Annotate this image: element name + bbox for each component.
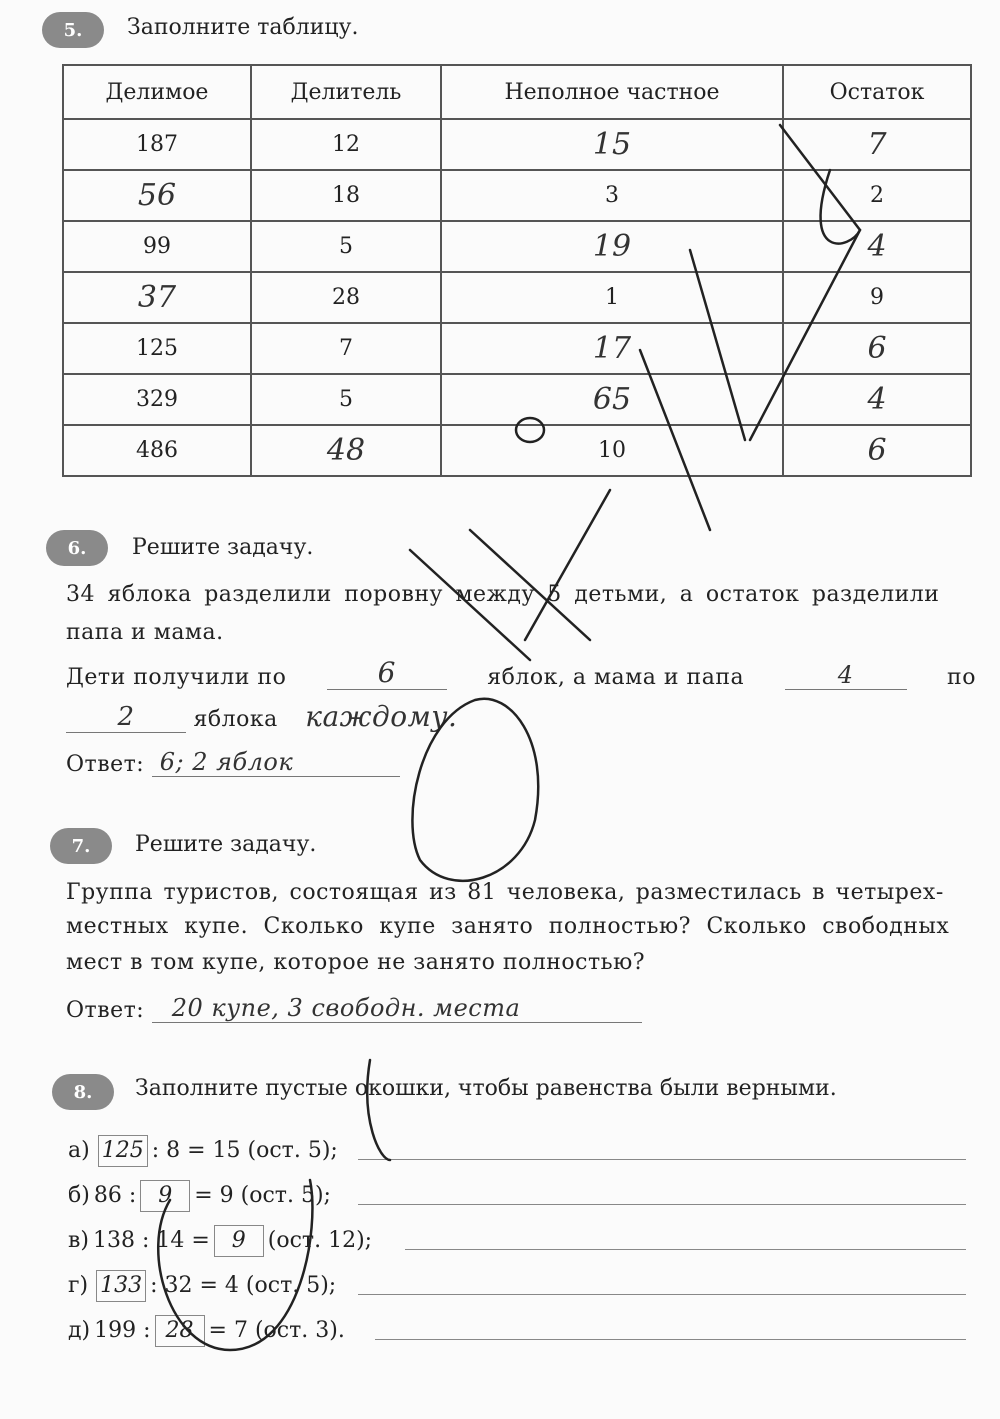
equation-row: [68, 1270, 340, 1302]
task-6-text-line2: папа и мама.: [66, 620, 224, 645]
cell-quotient[interactable]: 19: [441, 221, 783, 272]
cell-dividend: 486: [63, 425, 251, 476]
cell-divisor: 7: [251, 323, 441, 374]
equation-label: а): [68, 1138, 90, 1163]
cell-divisor: 5: [251, 374, 441, 425]
task-7-answer[interactable]: 20 купе, 3 свободн. места: [152, 994, 642, 1023]
table-row: [63, 272, 971, 323]
task-7-text-line1: Группа туристов, состоящая из 81 человека, разместилась в четырех-: [66, 880, 944, 905]
writing-line[interactable]: [358, 1159, 966, 1160]
cell-dividend: 125: [63, 323, 251, 374]
task-5-badge: 5.: [42, 12, 104, 48]
task-5-title: Заполните таблицу.: [127, 15, 359, 40]
header-quotient: Неполное частное: [441, 65, 783, 119]
division-table: [62, 64, 972, 477]
cell-divisor: 5: [251, 221, 441, 272]
cell-divisor: 28: [251, 272, 441, 323]
equation-after: (ост. 12);: [267, 1228, 373, 1253]
writing-line[interactable]: [375, 1339, 966, 1340]
writing-line[interactable]: [358, 1294, 966, 1295]
cell-quotient[interactable]: 65: [441, 374, 783, 425]
cell-quotient: 3: [441, 170, 783, 221]
cell-quotient: 1: [441, 272, 783, 323]
cell-quotient[interactable]: 15: [441, 119, 783, 170]
task-7-answer-row: [66, 994, 642, 1023]
table-row: [63, 119, 971, 170]
equation-row: [68, 1315, 349, 1347]
equation-label: б): [68, 1183, 90, 1208]
answer-box[interactable]: 28: [155, 1315, 205, 1347]
table-row: [63, 323, 971, 374]
cell-dividend[interactable]: 56: [63, 170, 251, 221]
answer-box[interactable]: 125: [98, 1135, 148, 1167]
task-7-text-line2: местных купе. Сколько купе занято полностью? Сколько свободных: [66, 914, 950, 939]
cell-divisor[interactable]: 48: [251, 425, 441, 476]
fill-extra-handwritten: каждому.: [305, 700, 458, 733]
fill-answer-2[interactable]: 4: [785, 661, 907, 690]
task-8-badge: 8.: [52, 1074, 114, 1110]
cell-remainder: 2: [783, 170, 971, 221]
answer-label: Ответ:: [66, 998, 145, 1023]
equation-row: [68, 1225, 376, 1257]
task-8-title: Заполните пустые окошки, чтобы равенства были верными.: [135, 1076, 837, 1101]
equation-before: 199 :: [94, 1318, 151, 1343]
cell-remainder[interactable]: 4: [783, 374, 971, 425]
equation-after: = 7 (ост. 3).: [208, 1318, 345, 1343]
equation-row: [68, 1180, 335, 1212]
cell-remainder[interactable]: 4: [783, 221, 971, 272]
fill-answer-3[interactable]: 2: [66, 702, 186, 733]
cell-dividend[interactable]: 37: [63, 272, 251, 323]
table-row: [63, 425, 971, 476]
table-row: [63, 170, 971, 221]
table-row: [63, 374, 971, 425]
header-dividend: Делимое: [63, 65, 251, 119]
task-6-badge: 6.: [46, 530, 108, 566]
answer-box[interactable]: 9: [214, 1225, 264, 1257]
cell-divisor: 18: [251, 170, 441, 221]
cell-quotient: 10: [441, 425, 783, 476]
header-remainder: Остаток: [783, 65, 971, 119]
cell-remainder: 9: [783, 272, 971, 323]
task-6-answer-row: [66, 748, 400, 777]
cell-remainder[interactable]: 6: [783, 425, 971, 476]
cell-dividend: 329: [63, 374, 251, 425]
task-7-badge: 7.: [50, 828, 112, 864]
equation-label: в): [68, 1228, 89, 1253]
answer-box[interactable]: 133: [96, 1270, 146, 1302]
equation-row: [68, 1135, 342, 1167]
task-6-text-line1: 34 яблока разделили поровну между 5 детьми, а остаток разделили: [66, 582, 940, 607]
cell-remainder[interactable]: 7: [783, 119, 971, 170]
cell-divisor: 12: [251, 119, 441, 170]
equation-before: 138 : 14 =: [92, 1228, 210, 1253]
equation-after: : 32 = 4 (ост. 5);: [150, 1273, 337, 1298]
task-6-fill-line2: [66, 700, 457, 733]
header-divisor: Делитель: [251, 65, 441, 119]
fill-text-4: яблока: [193, 707, 278, 732]
answer-label: Ответ:: [66, 752, 145, 777]
equation-after: : 8 = 15 (ост. 5);: [151, 1138, 338, 1163]
fill-text-3: по: [947, 665, 976, 690]
equation-label: г): [68, 1273, 89, 1298]
cell-remainder[interactable]: 6: [783, 323, 971, 374]
fill-answer-1[interactable]: 6: [327, 656, 447, 690]
fill-text-2: яблок, а мама и папа: [487, 665, 745, 690]
writing-line[interactable]: [358, 1204, 966, 1205]
task-6-fill-line: [66, 656, 976, 690]
cell-dividend: 187: [63, 119, 251, 170]
writing-line[interactable]: [405, 1249, 966, 1250]
equation-before: 86 :: [93, 1183, 137, 1208]
task-7-text-line3: мест в том купе, которое не занято полностью?: [66, 950, 646, 975]
cell-quotient[interactable]: 17: [441, 323, 783, 374]
equation-label: д): [68, 1318, 91, 1343]
task-6-title: Решите задачу.: [132, 535, 314, 560]
table-row: [63, 221, 971, 272]
equation-after: = 9 (ост. 5);: [194, 1183, 331, 1208]
fill-text-1: Дети получили по: [66, 665, 287, 690]
task-7-title: Решите задачу.: [135, 832, 317, 857]
cell-dividend: 99: [63, 221, 251, 272]
task-6-answer[interactable]: 6; 2 яблок: [152, 748, 400, 777]
answer-box[interactable]: 9: [140, 1180, 190, 1212]
